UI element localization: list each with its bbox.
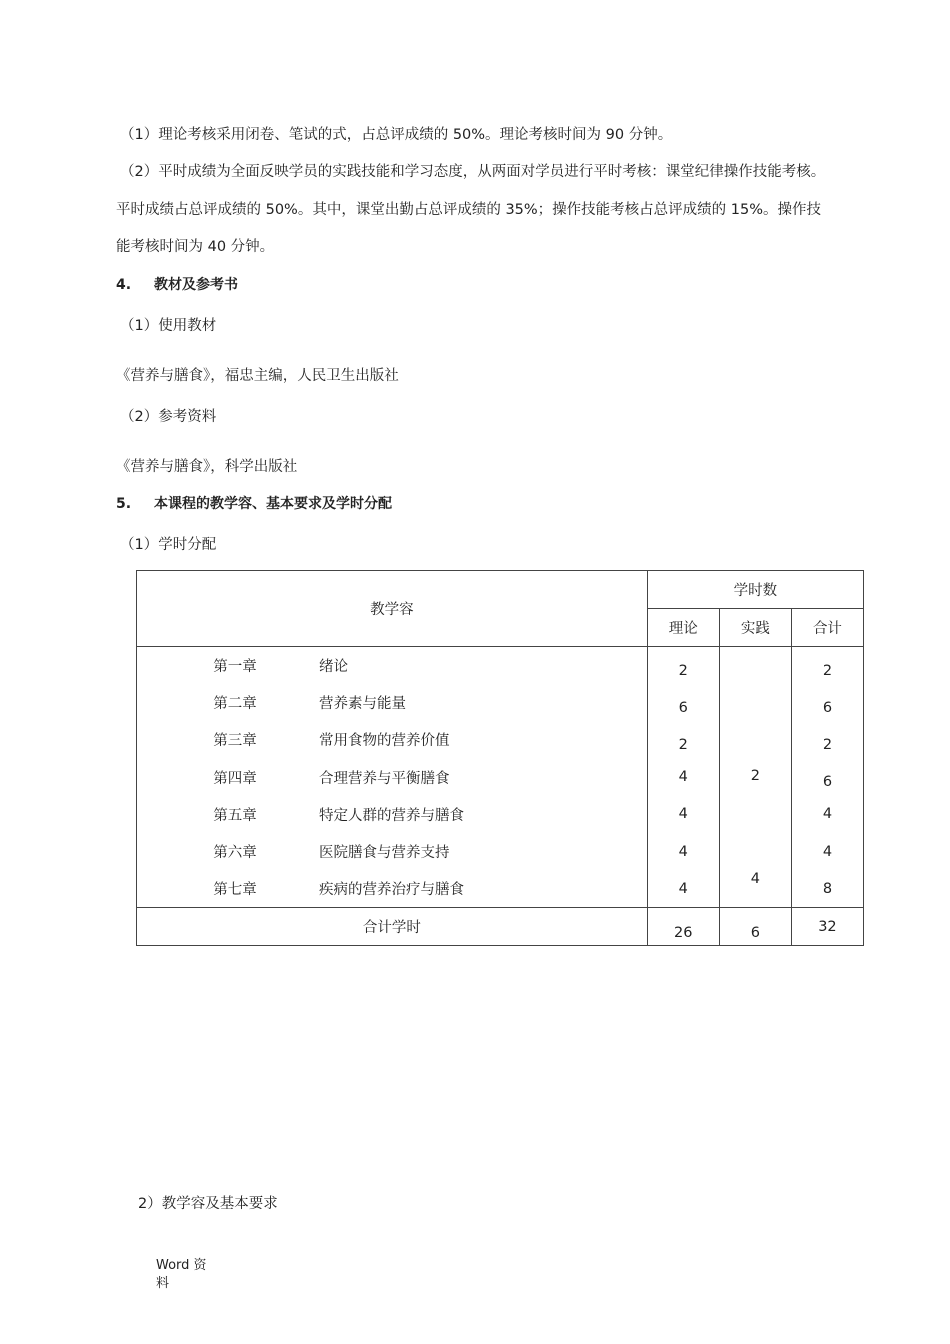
table-row <box>137 870 647 907</box>
header-theory: 理论 <box>647 609 719 647</box>
theory-value: 4 <box>678 769 688 786</box>
practice-value: 4 <box>750 871 760 887</box>
hours-table <box>136 570 864 946</box>
sum-label: 合计学时 <box>137 908 648 946</box>
practice-column <box>719 647 791 908</box>
theory-value: 2 <box>678 662 688 679</box>
theory-value: 6 <box>678 699 688 716</box>
theory-value: 2 <box>678 736 688 753</box>
section-4-title: 教材及参考书 <box>154 277 238 293</box>
practice-merged-value: 2 <box>750 768 760 784</box>
chapter-list <box>137 647 648 908</box>
header-content: 教学容 <box>137 571 648 647</box>
header-practice: 实践 <box>719 609 791 647</box>
chapter-title: 绪论 <box>319 659 348 676</box>
chapter-title: 医院膳食与营养支持 <box>319 845 450 862</box>
content-requirements-label: 2）教学容及基本要求 <box>138 1196 278 1212</box>
table-row <box>137 647 647 684</box>
header-total: 合计 <box>791 609 863 647</box>
table-row <box>137 833 647 870</box>
assessment-line-2c: 能考核时间为 40 分钟。 <box>116 239 275 255</box>
footer-text: Word 资料 <box>156 1258 207 1291</box>
chapter-title: 合理营养与平衡膳食 <box>319 770 450 787</box>
theory-value: 4 <box>678 880 688 897</box>
chapter-title: 营养素与能量 <box>319 696 406 713</box>
total-value: 4 <box>822 806 833 823</box>
sum-practice: 6 <box>719 908 791 946</box>
hours-allocation-label: （1）学时分配 <box>120 537 217 553</box>
section-5-heading <box>116 494 392 514</box>
total-value: 6 <box>822 699 833 716</box>
assessment-line-2a: （2）平时成绩为全面反映学员的实践技能和学习态度，从两面对学员进行平时考核：课堂纪律操作技能考核。 <box>120 164 826 180</box>
header-hours: 学时数 <box>647 571 863 609</box>
chapter-title: 特定人群的营养与膳食 <box>319 807 464 824</box>
table-row <box>137 721 647 758</box>
table-row <box>137 759 647 796</box>
chapter-number: 第四章 <box>213 770 257 787</box>
table-row <box>137 684 647 721</box>
assessment-line-1: （1）理论考核采用闭卷、笔试的式，占总评成绩的 50%。理论考核时间为 90 分钟。 <box>120 127 673 143</box>
chapter-number: 第六章 <box>213 845 257 862</box>
assessment-line-2b: 平时成绩占总评成绩的 50%。其中，课堂出勤占总评成绩的 35%；操作技能考核占总评成绩的 15%。操作技 <box>116 202 822 218</box>
chapter-number: 第一章 <box>213 659 257 676</box>
sum-theory: 26 <box>647 908 719 946</box>
section-5-title: 本课程的教学容、基本要求及学时分配 <box>154 496 392 512</box>
section-4-number: 4. <box>116 277 132 293</box>
chapter-number: 第五章 <box>213 807 257 824</box>
chapter-number: 第二章 <box>213 696 257 713</box>
total-value: 4 <box>822 843 833 860</box>
chapter-title: 疾病的营养治疗与膳食 <box>319 882 464 899</box>
textbook-label: （1）使用教材 <box>120 318 217 334</box>
total-value: 2 <box>822 736 833 753</box>
theory-value: 4 <box>678 843 688 860</box>
chapter-number: 第三章 <box>213 733 257 750</box>
theory-value: 4 <box>678 806 688 823</box>
chapter-number: 第七章 <box>213 882 257 899</box>
textbook-value: 《营养与膳食》，福忠主编，人民卫生出版社 <box>116 368 399 384</box>
sum-total: 32 <box>791 908 863 946</box>
section-4-heading <box>116 275 238 295</box>
reference-value: 《营养与膳食》，科学出版社 <box>116 459 298 475</box>
total-value: 2 <box>822 662 833 679</box>
theory-column <box>647 647 719 908</box>
total-value: 6 <box>822 774 833 791</box>
table-row <box>137 796 647 833</box>
total-column <box>791 647 863 908</box>
chapter-title: 常用食物的营养价值 <box>319 733 450 750</box>
total-value: 8 <box>822 880 833 897</box>
section-5-number: 5. <box>116 496 132 512</box>
reference-label: （2）参考资料 <box>120 409 217 425</box>
